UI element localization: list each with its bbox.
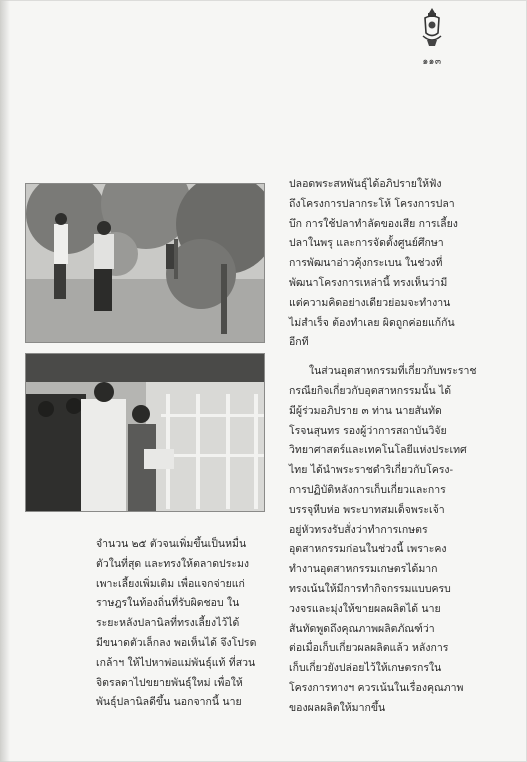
text-line: มีผู้ร่วมอภิปราย ๓ ท่าน นายสันทัด [289,404,442,417]
text-line: ทรงเน้นให้มีการทำกิจกรรมแบบครบ [289,582,451,595]
text-line: การพัฒนาอ่าวคุ้งกระเบน ในช่วงที่ [289,257,443,270]
text-line: วงจรและมุ่งให้ขายผลผลิตได้ นาย [289,602,441,615]
text-line: ทำงานอุตสาหกรรมเกษตรได้มาก [289,563,438,576]
text-line: ถึงโครงการปลากระโห้ โครงการปลา [289,197,455,210]
text-line: เกล้าฯ ให้ไปหาพ่อแม่พันธุ์แท้ ที่สวน [96,656,256,669]
text-line: ไม่สำเร็จ ต้องทำเลย ผิดถูกค่อยแก้กัน [289,316,455,329]
text-line: ในส่วนอุตสาหกรรมที่เกี่ยวกับพระราช [309,365,477,378]
text-line: การปฏิบัติหลังการเก็บเกี่ยวและการ [289,483,446,496]
text-line: พัฒนาโครงการเหล่านี้ ทรงเห็นว่ามี [289,276,448,289]
factory-visit-photo [25,353,265,512]
text-line: ต่อเมื่อเก็บเกี่ยวผลผลิตแล้ว หลังการ [289,642,449,655]
text-line: เพาะเลี้ยงเพิ่มเติม เพื่อแจกจ่ายแก่ [96,577,245,590]
text-line: ปลอดพระสหพันธุ์ได้อภิปรายให้ฟัง [289,178,442,190]
text-line: วิทยาศาสตร์และเทคโนโลยีแห่งประเทศ [289,444,467,457]
text-line: แต่ความคิดอย่างเดียวย่อมจะทำงาน [289,296,451,309]
text-line: เก็บเกี่ยวยังปล่อยไว้ให้เกษตรกรใน [289,662,442,675]
text-line: ไทย ได้นำพระราชดำริเกี่ยวกับโครง- [289,464,454,477]
royal-emblem-icon [419,6,445,50]
text-line: อีกที [289,336,309,349]
text-line: ราษฎรในท้องถิ่นที่รับผิดชอบ ใน [96,597,240,610]
text-line: กรณียกิจเกี่ยวกับอุตสาหกรรมนั้น ได้ [289,384,452,397]
text-line: ปลาในพรุ และการจัดตั้งศูนย์ศึกษา [289,237,444,250]
text-line: บึก การใช้ปลาทำลัดของเสีย การเลี้ยง [289,217,458,230]
text-line: มีขนาดตัวเล็กลง พอเห็นได้ จึงโปรด [96,636,257,649]
text-line: พันธุ์ปลานิลดีขึ้น นอกจากนี้ นาย [96,696,242,709]
text-line: จิตรลดาไปขยายพันธุ์ใหม่ เพื่อให้ [96,676,243,689]
orchard-visit-photo [25,183,265,343]
text-line: ระยะหลังปลานิลที่ทรงเลี้ยงไว้ได้ [96,617,240,630]
text-line: โครงการทางฯ ควรเน้นในเรื่องคุณภาพ [289,681,464,694]
page-number: ๑๑๓ [422,57,442,67]
paragraph-gap [289,353,469,362]
text-line: ตัวในที่สุด และทรงให้ตลาดประมง [96,557,250,570]
text-line: อยู่หัวทรงรับสั่งว่าทำการเกษตร [289,523,428,536]
text-line: จำนวน ๒๕ ตัวจนเพิ่มขึ้นเป็นหมื่น [96,538,247,550]
text-line: โรจนสุนทร รองผู้ว่าการสถาบันวิจัย [289,424,447,437]
text-column-right [289,175,477,719]
text-column-left [96,535,272,713]
text-line: อุตสาหกรรมก่อนในช่วงนี้ เพราะคง [289,543,447,556]
text-line: สันทัดพูดถึงคุณภาพผลิตภัณฑ์ว่า [289,622,435,635]
text-line: บรรจุหีบห่อ พระบาทสมเด็จพระเจ้า [289,503,445,516]
text-line: ของผลผลิตให้มากขึ้น [289,701,386,714]
